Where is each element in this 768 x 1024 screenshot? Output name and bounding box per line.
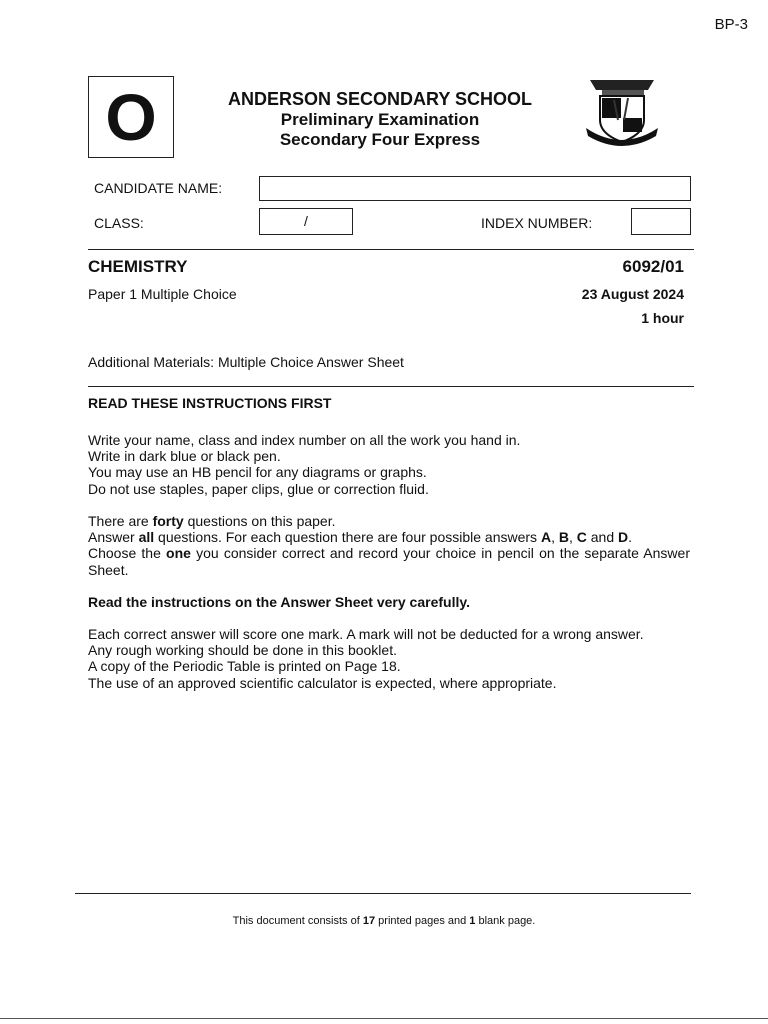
school-header: [200, 88, 560, 150]
paper-duration: 1 hour: [641, 310, 684, 326]
instructions-block-1: [88, 432, 690, 497]
instruction-line: Write in dark blue or black pen.: [88, 448, 281, 465]
instruction-line: There are forty questions on this paper.: [88, 513, 336, 529]
paper-letter-box: [88, 76, 174, 158]
subject-title: CHEMISTRY: [88, 257, 188, 276]
page-count-footer: This document consists of 17 printed pages and 1 blank page.: [232, 915, 536, 927]
divider-top: [88, 249, 694, 250]
candidate-name-field[interactable]: [259, 176, 691, 201]
paper-title: Paper 1 Multiple Choice: [88, 286, 237, 302]
class-label: CLASS:: [94, 215, 144, 231]
exam-name: Preliminary Examination: [280, 110, 480, 129]
instruction-line: Write your name, class and index number on all the work you hand in.: [88, 432, 521, 448]
additional-materials: Additional Materials: Multiple Choice Answer Sheet: [88, 354, 404, 370]
paper-letter: O: [105, 80, 157, 154]
instructions-heading: READ THESE INSTRUCTIONS FIRST: [88, 395, 332, 411]
answer-sheet-note: Read the instructions on the Answer Sheet very carefully.: [88, 594, 470, 610]
paper-code: 6092/01: [622, 257, 684, 276]
divider-footer: [75, 893, 691, 894]
instruction-line: Do not use staples, paper clips, glue or correction fluid.: [88, 480, 429, 497]
index-number-label: INDEX NUMBER:: [481, 215, 593, 231]
divider-instructions: [88, 386, 694, 387]
instructions-block-3: [88, 626, 690, 691]
class-separator: /: [304, 213, 308, 229]
instruction-line: A copy of the Periodic Table is printed on Page 18.: [88, 658, 401, 675]
instructions-block-2: [88, 513, 690, 578]
corner-code: BP-3: [714, 16, 748, 33]
paper-date: 23 August 2024: [581, 286, 684, 302]
instruction-line: You may use an HB pencil for any diagrams or graphs.: [88, 464, 427, 481]
class-field[interactable]: [259, 208, 353, 235]
page-bottom-edge: [0, 1018, 768, 1019]
exam-level: Secondary Four Express: [279, 130, 481, 149]
candidate-name-label: CANDIDATE NAME:: [94, 180, 223, 196]
instruction-line: Answer all questions. For each question there are four possible answers A, B, C and D.: [88, 529, 633, 546]
index-number-field[interactable]: [631, 208, 691, 235]
instruction-line: Any rough working should be done in this booklet.: [88, 642, 397, 659]
instruction-line: Choose the one you consider correct and record your choice in pencil on the separate Answer Sheet.: [88, 545, 690, 578]
instruction-line: Each correct answer will score one mark. A mark will not be deducted for a wrong answer.: [88, 626, 644, 642]
school-crest-icon: [584, 76, 660, 152]
school-name: ANDERSON SECONDARY SCHOOL: [227, 89, 533, 109]
instruction-line: The use of an approved scientific calculator is expected, where appropriate.: [88, 674, 557, 691]
